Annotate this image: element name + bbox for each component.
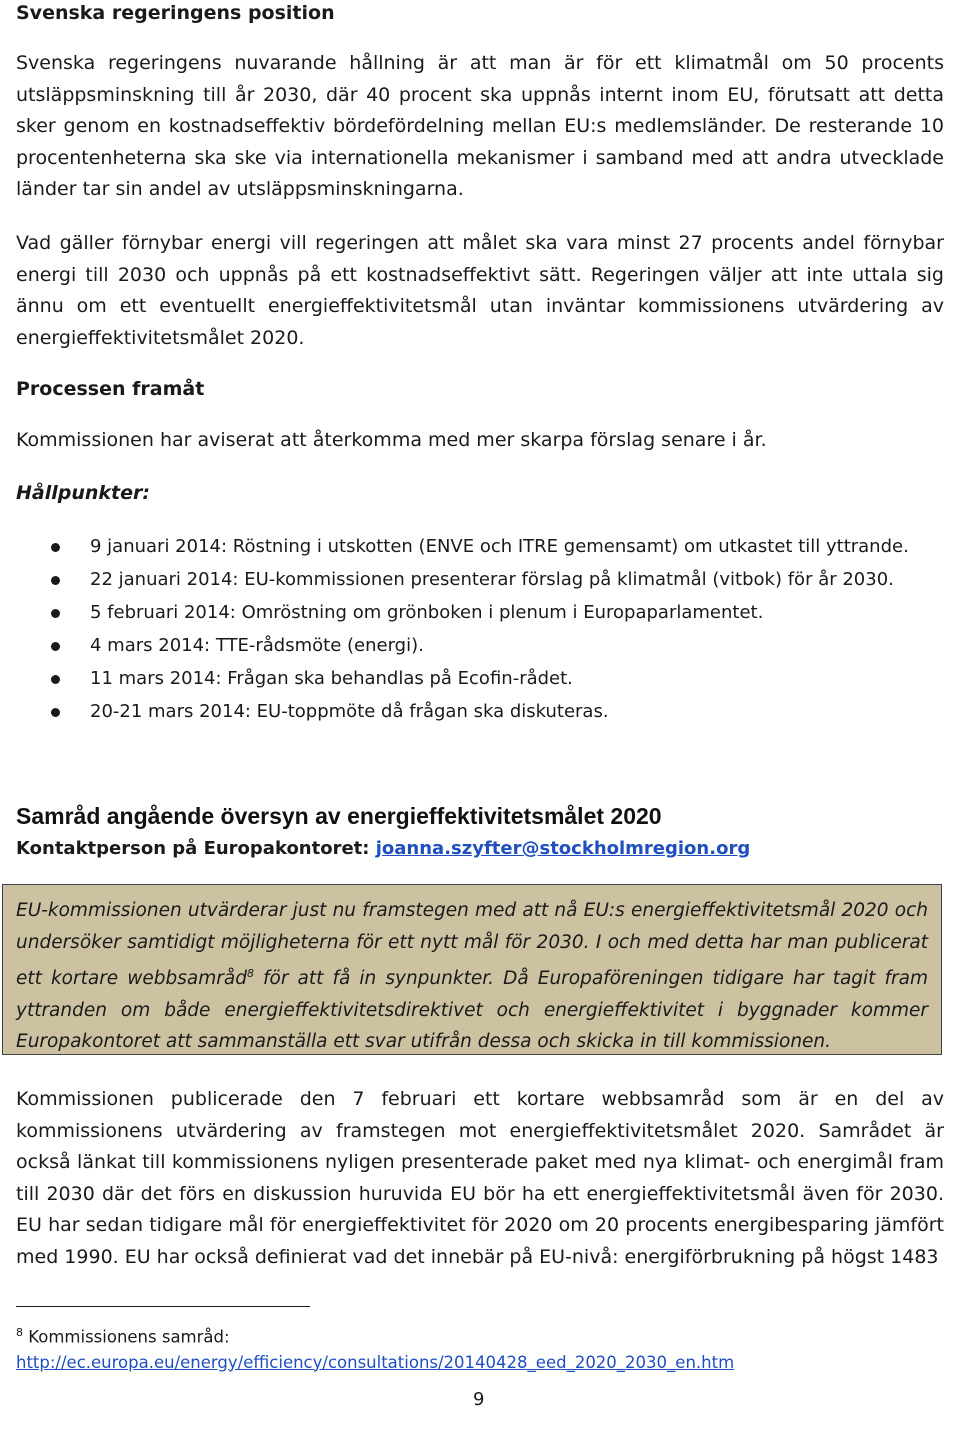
list-item: [16, 697, 944, 730]
bullet-icon: [51, 543, 60, 552]
footnote-label-line: [16, 1320, 734, 1350]
subheading-milestones: Hållpunkter:: [16, 482, 150, 504]
paragraph-position-2: Vad gäller förnybar energi vill regeringen att målet ska vara minst 27 procents andel förnybar energi till 2030 och uppnås på ett kostnadseffektivt sätt. Regeringen väljer att inte uttala sig ännu om ett eventuellt energieffektivitetsmål utan inväntar kommissionens utvärdering av energieffektivitetsmålet 2020.: [16, 232, 944, 349]
bullet-icon: [51, 576, 60, 585]
list-item-text: 20-21 mars 2014: EU-toppmöte då frågan ska diskuteras.: [90, 701, 609, 722]
section-heading-consultation: Samråd angående översyn av energieffektivitetsmålet 2020: [16, 803, 662, 829]
milestone-list: [16, 532, 944, 730]
footnote-label: Kommissionens samråd:: [23, 1327, 230, 1347]
footnote: [16, 1320, 734, 1375]
list-item: [16, 565, 944, 598]
contact-email-link[interactable]: joanna.szyfter@stockholmregion.org: [375, 838, 751, 859]
footnote-divider: [16, 1306, 310, 1307]
bullet-icon: [51, 708, 60, 717]
list-item: [16, 664, 944, 697]
summary-text-part-2: för att få in synpunkter. Då Europaföreningen tidigare har tagit fram yttranden om både energieffektivitetsdirektivet och energieffektivitet i byggnader kommer Europakontoret att sammanställa ett svar utifrån dessa och skicka in till kommissionen.: [16, 968, 928, 1053]
section-heading-process: Processen framåt: [16, 378, 205, 400]
summary-text-part-1: EU-kommissionen utvärderar just nu framstegen med att nå EU:s energieffektivitetsmål 2020 och undersöker samtidigt möjligheterna för ett nytt mål för 2030. I och med detta har man publicerat ett kortare webbsamråd: [16, 900, 928, 990]
list-item-text: 22 januari 2014: EU-kommissionen presenterar förslag på klimatmål (vitbok) för år 2030.: [90, 569, 894, 590]
page-number: 9: [473, 1389, 485, 1410]
list-item-text: 5 februari 2014: Omröstning om grönboken i plenum i Europaparlamentet.: [90, 602, 764, 623]
summary-box: [2, 884, 942, 1055]
paragraph-process: Kommissionen har aviserat att återkomma med mer skarpa förslag senare i år.: [16, 429, 767, 451]
list-item: [16, 532, 944, 565]
bullet-icon: [51, 642, 60, 651]
contact-line: [16, 837, 750, 861]
bullet-icon: [51, 609, 60, 618]
footnote-link[interactable]: http://ec.europa.eu/energy/efficiency/consultations/20140428_eed_2020_2030_en.htm: [16, 1352, 735, 1372]
list-item: [16, 631, 944, 664]
list-item-text: 4 mars 2014: TTE-rådsmöte (energi).: [90, 635, 424, 656]
footnote-ref: 8: [246, 967, 254, 980]
paragraph-consultation: Kommissionen publicerade den 7 februari ett kortare webbsamråd som är en del av kommissionens utvärdering av framstegen mot energieffektivitetsmålet 2020. Samrådet är också länkat till kommissionens nyligen presenterade paket med nya klimat- och energimål fram till 2030 där det förs en diskussion huruvida EU bör ha ett energieffektivitetsmål även för 2030. EU har sedan tidigare mål för energieffektivitet för 2020 om 20 procents energibesparing jämfört med 1990. EU har också definierat vad det innebär på EU-nivå: energiförbrukning på högst 1483: [16, 1088, 944, 1268]
list-item-text: 9 januari 2014: Röstning i utskotten (ENVE och ITRE gemensamt) om utkastet till yttrande.: [90, 536, 909, 557]
contact-label: Kontaktperson på Europakontoret:: [16, 838, 376, 859]
footnote-number: 8: [16, 1326, 23, 1339]
bullet-icon: [51, 675, 60, 684]
summary-text: [16, 895, 928, 1058]
list-item: [16, 598, 944, 631]
paragraph-position-1: Svenska regeringens nuvarande hållning är att man är för ett klimatmål om 50 procents utsläppsminskning till år 2030, där 40 procent ska uppnås internt inom EU, förutsatt att detta sker genom en kostnadseffektiv bördefördelning mellan EU:s medlemsländer. De resterande 10 procentenheterna ska ske via internationella mekanismer i samband med att andra utvecklade länder tar sin andel av utsläppsminskningarna.: [16, 52, 944, 200]
footnote-link-line: [16, 1350, 734, 1375]
list-item-text: 11 mars 2014: Frågan ska behandlas på Ecofin-rådet.: [90, 668, 573, 689]
section-heading-position: Svenska regeringens position: [16, 2, 335, 24]
